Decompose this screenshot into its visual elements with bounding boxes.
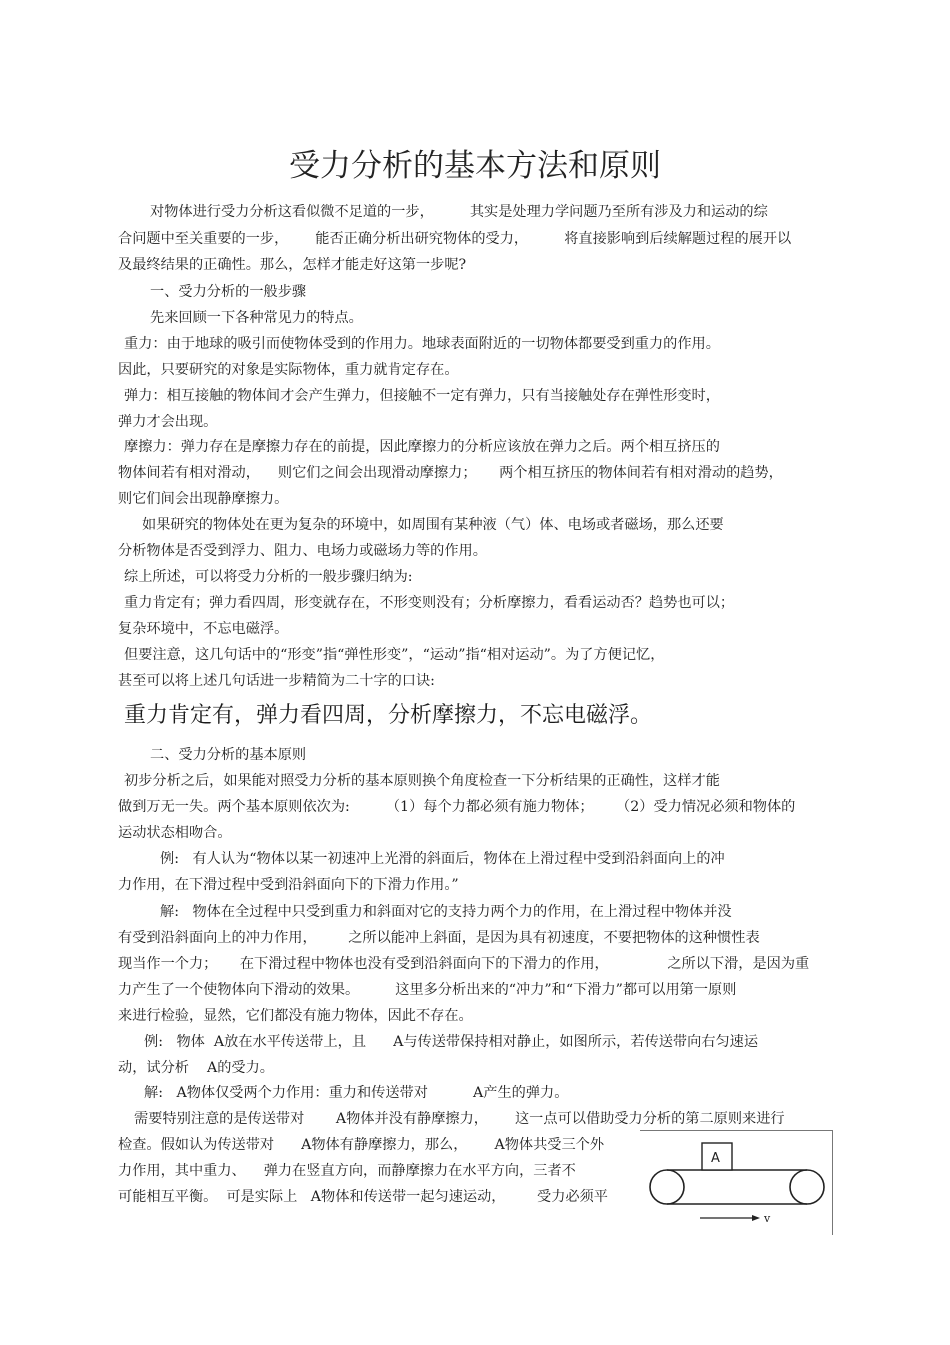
solution1-line-1: 解: 物体在全过程中只受到重力和斜面对它的支持力两个力的作用，在上滑过程中物体并没	[160, 904, 732, 920]
example1-line-1: 例: 有人认为“物体以某一初速冲上光滑的斜面后，物体在上滑过程中受到沿斜面向上的冲	[160, 851, 725, 867]
complex-line-2: 分析物体是否受到浮力、阻力、电场力或磁场力等的作用。	[118, 543, 487, 559]
velocity-arrowhead	[752, 1215, 760, 1221]
attention-line-1: 需要特别注意的是传送带对 A物体并没有静摩擦力， 这一点可以借助受力分析的第二原则来进行	[134, 1111, 785, 1127]
example2-line-2: 动，试分析 A的受力。	[118, 1060, 274, 1076]
solution2-line: 解: A物体仅受两个力作用：重力和传送带对 A产生的弹力。	[144, 1085, 569, 1101]
attention-line-3: 力作用，其中重力、 弹力在竖直方向，而静摩擦力在水平方向，三者不	[118, 1163, 576, 1179]
review-line: 先来回顾一下各种常见力的特点。	[150, 310, 363, 326]
friction-line-1: 摩擦力：弹力存在是摩擦力存在的前提，因此摩擦力的分析应该放在弹力之后。两个相互挤压的	[124, 439, 720, 455]
note-line-1: 但要注意，这几句话中的“形变”指“弹性形变”，“运动”指“相对运动”。为了方便记忆，	[124, 647, 665, 663]
elastic-line-2: 弹力才会出现。	[118, 414, 218, 430]
section2-heading: 二、受力分析的基本原则	[150, 747, 307, 763]
section1-heading: 一、受力分析的一般步骤	[150, 284, 307, 300]
solution1-line-2: 有受到沿斜面向上的冲力作用， 之所以能冲上斜面，是因为具有初速度，不要把物体的这种惯性表	[118, 930, 760, 946]
attention-line-4: 可能相互平衡。 可是实际上 A物体和传送带一起匀速运动， 受力必须平	[118, 1189, 608, 1205]
principles-line-2: 做到万无一失。两个基本原则依次为: （1）每个力都必须有施力物体； （2）受力情况必须和物体的	[118, 799, 796, 815]
intro-line-2: 合问题中至关重要的一步， 能否正确分析出研究物体的受力， 将直接影响到后续解题过程的展开以	[118, 231, 792, 247]
summary-line: 综上所述，可以将受力分析的一般步骤归纳为:	[124, 569, 413, 585]
complex-line-1: 如果研究的物体处在更为复杂的环境中，如周围有某种液（气）体、电场或者磁场，那么还要	[142, 517, 724, 533]
intro-line-3: 及最终结果的正确性。那么，怎样才能走好这第一步呢?	[118, 257, 467, 273]
friction-line-3: 则它们间会出现静摩擦力。	[118, 491, 289, 507]
principles-line-1: 初步分析之后，如果能对照受力分析的基本原则换个角度检查一下分析结果的正确性，这样才能	[124, 773, 720, 789]
example2-line-1: 例: 物体 A放在水平传送带上，且 A与传送带保持相对静止，如图所示，若传送带向右匀速运	[144, 1034, 759, 1050]
principles-line-3: 运动状态相吻合。	[118, 825, 232, 841]
example1-line-2: 力作用，在下滑过程中受到沿斜面向下的下滑力作用。”	[118, 877, 459, 893]
conveyor-belt-figure	[640, 1130, 834, 1238]
steps-line-2: 复杂环境中，不忘电磁浮。	[118, 621, 289, 637]
velocity-label: v	[764, 1212, 771, 1225]
gravity-line-2: 因此，只要研究的对象是实际物体，重力就肯定存在。	[118, 362, 459, 378]
left-pulley	[650, 1170, 684, 1204]
mnemonic: 重力肯定有，弹力看四周，分析摩擦力，不忘电磁浮。	[124, 703, 653, 728]
attention-line-2: 检查。假如认为传送带对 A物体有静摩擦力，那么， A物体共受三个外	[118, 1137, 605, 1153]
elastic-line-1: 弹力：相互接触的物体间才会产生弹力，但接触不一定有弹力，只有当接触处存在弹性形变时，	[124, 388, 720, 404]
solution1-line-5: 来进行检验，显然，它们都没有施力物体，因此不存在。	[118, 1008, 473, 1024]
block-a-label: A	[711, 1151, 720, 1166]
solution1-line-4: 力产生了一个使物体向下滑动的效果。 这里多分析出来的“冲力”和“下滑力”都可以用第一原则	[118, 982, 737, 998]
conveyor-belt-drawing	[640, 1130, 834, 1238]
friction-line-2: 物体间若有相对滑动， 则它们之间会出现滑动摩擦力； 两个相互挤压的物体间若有相对滑动的趋势，	[118, 465, 783, 481]
steps-line-1: 重力肯定有；弹力看四周，形变就存在，不形变则没有；分析摩擦力，看看运动否？趋势也可以；	[124, 595, 735, 611]
page-title: 受力分析的基本方法和原则	[289, 148, 661, 184]
gravity-line-1: 重力：由于地球的吸引而使物体受到的作用力。地球表面附近的一切物体都要受到重力的作用。	[124, 336, 720, 352]
intro-line-1: 对物体进行受力分析这看似微不足道的一步， 其实是处理力学问题乃至所有涉及力和运动的综	[150, 204, 768, 220]
solution1-line-3: 现当作一个力； 在下滑过程中物体也没有受到沿斜面向下的下滑力的作用， 之所以下滑，是因为重	[118, 956, 810, 972]
note-line-2: 甚至可以将上述几句话进一步精简为二十字的口诀:	[118, 673, 435, 689]
right-pulley	[790, 1170, 824, 1204]
